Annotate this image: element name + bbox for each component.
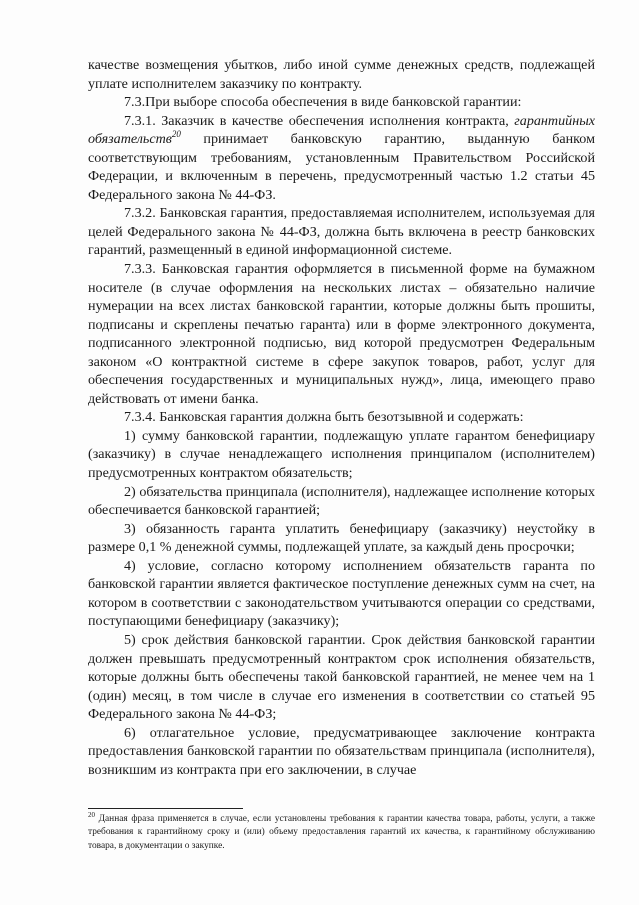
list-item-5 xyxy=(88,631,595,724)
list-item-text: 3) обязанность гаранта уплатить бенефициару (заказчику) неустойку в размере 0,1 % денежной суммы, подлежащей уплате, за каждый день просрочки; xyxy=(88,520,595,556)
footnote-ref-20: 20 xyxy=(171,129,181,140)
paragraph-text: принимает банковскую гарантию, выданную банком соответствующим требованиям, установленным Правительством Российской Федерации, и включенным в перечень, предусмотренный частью 1.2 статьи 45 Федерального закона № 44-ФЗ. xyxy=(88,131,595,203)
italic-phrase: гарантийных обязательств xyxy=(88,112,595,148)
list-item-6 xyxy=(88,724,595,780)
paragraph-7-3 xyxy=(88,93,595,112)
paragraph-7-3-4 xyxy=(88,408,595,427)
paragraph-continued xyxy=(88,56,595,93)
footnote xyxy=(88,813,595,853)
paragraph-7-3-3 xyxy=(88,260,595,408)
paragraph-text: 7.3.2. Банковская гарантия, предоставляемая исполнителем, используемая для целей Федерального закона № 44-ФЗ, должна быть включена в реестр банковских гарантий, размещенный в единой информационной системе. xyxy=(88,205,595,259)
list-item-text: 2) обязательства принципала (исполнителя), надлежащее исполнение которых обеспечивается банковской гарантией; xyxy=(88,483,595,519)
list-item-2 xyxy=(88,483,595,520)
list-item-text: 5) срок действия банковской гарантии. Срок действия банковской гарантии должен превышать предусмотренный контрактом срок исполнения обязательств, которые должны быть обеспечены такой банковской гарантией, не менее чем на 1 (один) месяц, в том числе в случае его изменения в соответствии со статьей 95 Федерального закона № 44-ФЗ; xyxy=(88,631,595,723)
list-item-3 xyxy=(88,520,595,557)
list-item-text: 6) отлагательное условие, предусматривающее заключение контракта предоставления банковской гарантии по обязательствам принципала (исполнителя), возникшим из контракта при его заключении, в случае xyxy=(88,724,595,778)
paragraph-text: 7.3.3. Банковская гарантия оформляется в письменной форме на бумажном носителе (в случае оформления на нескольких листах – обязательно наличие нумерации на всех листах банковской гарантии, которые должны быть прошиты, подписаны и скреплены печатью гаранта) или в форме электронного документа, подписанного электронной подписью, вид которой предусмотрен Федеральным законом «О контрактной системе в сфере закупок товаров, работ, услуг для обеспечения государственных и муниципальных нужд», лица, имеющего право действовать от имени банка. xyxy=(88,261,595,407)
footnote-number: 20 xyxy=(88,811,95,819)
paragraph-7-3-2 xyxy=(88,204,595,260)
list-item-1 xyxy=(88,427,595,483)
paragraph-text: 7.3.4. Банковская гарантия должна быть безотзывной и содержать: xyxy=(124,409,524,426)
paragraph-7-3-1 xyxy=(88,112,595,205)
paragraph-text: 7.3.При выборе способа обеспечения в виде банковской гарантии: xyxy=(124,94,522,111)
paragraph-text: качестве возмещения убытков, либо иной сумме денежных средств, подлежащей уплате исполнителем заказчику по контракту. xyxy=(88,57,595,92)
paragraph-text: 7.3.1. Заказчик в качестве обеспечения исполнения контракта, xyxy=(124,112,515,129)
footnote-separator xyxy=(88,808,243,809)
list-item-4 xyxy=(88,557,595,631)
list-item-text: 4) условие, согласно которому исполнением обязательств гаранта по банковской гарантии является фактическое поступление денежных сумм на счет, на котором в соответствии с законодательством учитываются операции со средствами, поступающими бенефициару (заказчику); xyxy=(88,557,595,630)
footnote-text: Данная фраза применяется в случае, если установлены требования к гарантии качества товара, работы, услуги, а также требования к гарантийному сроку и (или) объему предоставления гарантий их качества, к гарантийному обслуживанию товара, в документации о закупке. xyxy=(88,814,595,851)
body-text xyxy=(88,56,595,779)
list-item-text: 1) сумму банковской гарантии, подлежащую уплате гарантом бенефициару (заказчику) в случае ненадлежащего исполнения принципалом (исполнителем) предусмотренных контрактом обязательств; xyxy=(88,427,595,482)
